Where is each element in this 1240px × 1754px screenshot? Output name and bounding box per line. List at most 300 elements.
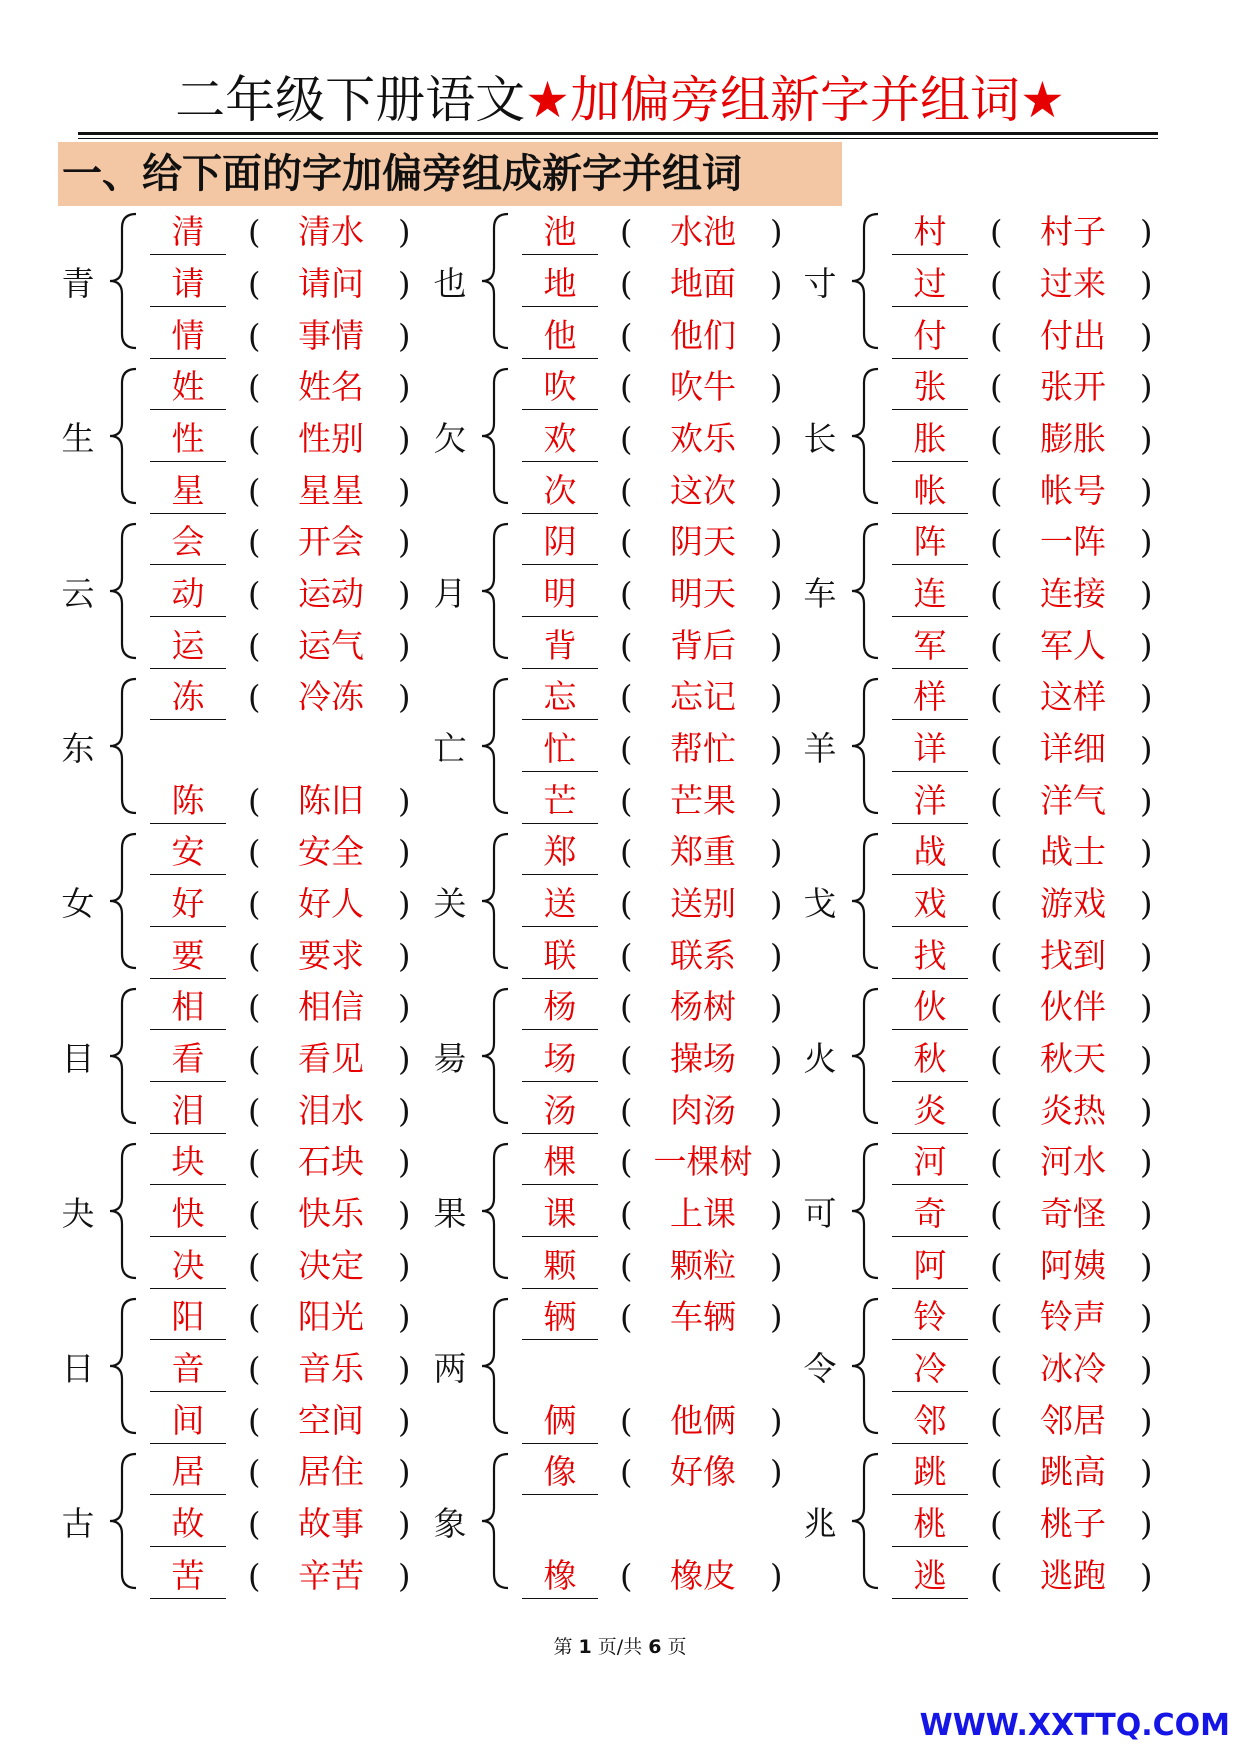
answer-row	[892, 985, 1192, 1037]
char-group	[58, 1136, 418, 1291]
right-paren: )	[770, 1143, 783, 1181]
left-paren: (	[620, 1298, 633, 1336]
char-group	[430, 516, 790, 671]
left-paren: (	[620, 1092, 633, 1130]
new-character: 橡	[522, 1554, 598, 1599]
char-group	[58, 826, 418, 981]
root-character: 生	[61, 419, 95, 458]
word: 好像	[670, 1452, 736, 1491]
title-red: ★加偏旁组新字并组词★	[525, 71, 1065, 129]
answer-row	[150, 314, 450, 366]
brace-icon	[104, 1446, 144, 1596]
root-character: 日	[61, 1349, 95, 1388]
word: 冷冻	[298, 677, 364, 716]
answer-row	[150, 1192, 450, 1244]
word: 付出	[1040, 316, 1106, 355]
right-paren: )	[1140, 575, 1153, 613]
right-paren: )	[398, 782, 411, 820]
document-title	[0, 70, 1240, 130]
char-group	[800, 361, 1160, 516]
answer-row	[892, 624, 1192, 676]
new-character: 桃	[892, 1502, 968, 1547]
left-paren: (	[248, 1557, 261, 1595]
new-character: 辆	[522, 1295, 598, 1340]
new-character: 冷	[892, 1347, 968, 1392]
left-paren: (	[620, 213, 633, 251]
root-character: 也	[433, 264, 467, 303]
word: 肉汤	[670, 1091, 736, 1130]
char-group	[58, 516, 418, 671]
left-paren: (	[990, 1040, 1003, 1078]
root-character: 云	[61, 574, 95, 613]
right-paren: )	[398, 1040, 411, 1078]
answer-row	[522, 1192, 822, 1244]
right-paren: )	[398, 1143, 411, 1181]
char-group	[430, 1446, 790, 1601]
word: 好人	[298, 884, 364, 923]
left-paren: (	[990, 678, 1003, 716]
right-paren: )	[1140, 523, 1153, 561]
right-paren: )	[398, 523, 411, 561]
brace-icon	[104, 671, 144, 821]
left-paren: (	[620, 988, 633, 1026]
right-paren: )	[398, 213, 411, 251]
right-paren: )	[770, 730, 783, 768]
root-character: 象	[433, 1504, 467, 1543]
word: 芒果	[670, 781, 736, 820]
new-character: 伙	[892, 985, 968, 1030]
new-character: 次	[522, 469, 598, 514]
right-paren: )	[398, 627, 411, 665]
word: 星星	[298, 471, 364, 510]
answer-row	[150, 934, 450, 986]
right-paren: )	[770, 782, 783, 820]
left-paren: (	[248, 1040, 261, 1078]
word: 这次	[670, 471, 736, 510]
char-group	[430, 1136, 790, 1291]
answer-row	[150, 1295, 450, 1347]
right-paren: )	[398, 368, 411, 406]
new-character: 看	[150, 1037, 226, 1082]
brace-icon	[846, 361, 886, 511]
word: 奇怪	[1040, 1194, 1106, 1233]
word: 音乐	[298, 1349, 364, 1388]
left-paren: (	[990, 1557, 1003, 1595]
left-paren: (	[248, 213, 261, 251]
word: 这样	[1040, 677, 1106, 716]
page-footer	[0, 1632, 1240, 1659]
footer-page: 1	[578, 1636, 592, 1658]
right-paren: )	[1140, 213, 1153, 251]
right-paren: )	[398, 885, 411, 923]
new-character: 间	[150, 1399, 226, 1444]
new-character: 池	[522, 210, 598, 255]
char-group	[800, 826, 1160, 981]
word: 故事	[298, 1504, 364, 1543]
right-paren: )	[1140, 1453, 1153, 1491]
answer-row	[150, 1140, 450, 1192]
word: 杨树	[670, 987, 736, 1026]
right-paren: )	[1140, 1092, 1153, 1130]
answer-row	[522, 882, 822, 934]
root-character: 东	[61, 729, 95, 768]
new-character: 冻	[150, 675, 226, 720]
new-character: 阿	[892, 1244, 968, 1289]
word: 洋气	[1040, 781, 1106, 820]
left-paren: (	[620, 885, 633, 923]
left-paren: (	[248, 782, 261, 820]
left-paren: (	[990, 368, 1003, 406]
word: 膨胀	[1040, 419, 1106, 458]
word: 跳高	[1040, 1452, 1106, 1491]
new-character: 阵	[892, 520, 968, 565]
new-character: 陈	[150, 779, 226, 824]
word: 秋天	[1040, 1039, 1106, 1078]
answer-row	[522, 1089, 822, 1141]
answer-row	[892, 1450, 1192, 1502]
root-character: 月	[433, 574, 467, 613]
word: 水池	[670, 212, 736, 251]
word: 吹牛	[670, 367, 736, 406]
left-paren: (	[990, 1453, 1003, 1491]
watermark: WWW.XXTTQ.COM	[919, 1708, 1230, 1743]
new-character: 好	[150, 882, 226, 927]
new-character: 战	[892, 830, 968, 875]
new-character: 村	[892, 210, 968, 255]
word: 张开	[1040, 367, 1106, 406]
right-paren: )	[1140, 678, 1153, 716]
right-paren: )	[1140, 1350, 1153, 1388]
root-character: 可	[803, 1194, 837, 1233]
char-group	[58, 1291, 418, 1446]
word: 运动	[298, 574, 364, 613]
root-character: 古	[61, 1504, 95, 1543]
answer-row	[892, 1037, 1192, 1089]
left-paren: (	[990, 627, 1003, 665]
brace-icon	[846, 826, 886, 976]
new-character: 姓	[150, 365, 226, 410]
root-character: 青	[61, 264, 95, 303]
right-paren: )	[1140, 368, 1153, 406]
brace-icon	[846, 671, 886, 821]
root-character: 欠	[433, 419, 467, 458]
left-paren: (	[990, 833, 1003, 871]
left-paren: (	[990, 1402, 1003, 1440]
left-paren: (	[248, 1350, 261, 1388]
answer-row	[522, 469, 822, 521]
left-paren: (	[620, 1040, 633, 1078]
char-group	[800, 206, 1160, 361]
left-paren: (	[620, 730, 633, 768]
answer-row	[150, 417, 450, 469]
word: 帮忙	[670, 729, 736, 768]
char-group	[430, 826, 790, 981]
left-paren: (	[990, 782, 1003, 820]
new-character: 连	[892, 572, 968, 617]
new-character: 情	[150, 314, 226, 359]
answer-row	[892, 882, 1192, 934]
right-paren: )	[770, 1092, 783, 1130]
brace-icon	[104, 1291, 144, 1441]
word: 一棵树	[653, 1142, 753, 1181]
left-paren: (	[620, 575, 633, 613]
new-character: 地	[522, 262, 598, 307]
left-paren: (	[620, 1402, 633, 1440]
brace-icon	[846, 1291, 886, 1441]
answer-row	[522, 314, 822, 366]
right-paren: )	[398, 988, 411, 1026]
new-character: 样	[892, 675, 968, 720]
left-paren: (	[990, 1350, 1003, 1388]
left-paren: (	[990, 1195, 1003, 1233]
left-paren: (	[248, 1195, 261, 1233]
word: 帐号	[1040, 471, 1106, 510]
new-character: 星	[150, 469, 226, 514]
answer-row	[522, 1140, 822, 1192]
answer-row	[150, 624, 450, 676]
new-character: 张	[892, 365, 968, 410]
new-character: 清	[150, 210, 226, 255]
word: 决定	[298, 1246, 364, 1285]
answer-row	[892, 1347, 1192, 1399]
new-character: 快	[150, 1192, 226, 1237]
word: 事情	[298, 316, 364, 355]
word: 运气	[298, 626, 364, 665]
right-paren: )	[770, 368, 783, 406]
char-group	[800, 1446, 1160, 1601]
answer-row	[522, 1399, 822, 1451]
answer-row	[892, 1089, 1192, 1141]
word: 看见	[298, 1039, 364, 1078]
right-paren: )	[1140, 730, 1153, 768]
answer-row	[892, 830, 1192, 882]
char-group	[58, 981, 418, 1136]
word: 逃跑	[1040, 1556, 1106, 1595]
word: 空间	[298, 1401, 364, 1440]
char-group	[58, 1446, 418, 1601]
left-paren: (	[620, 627, 633, 665]
left-paren: (	[620, 937, 633, 975]
right-paren: )	[1140, 1402, 1153, 1440]
left-paren: (	[620, 368, 633, 406]
brace-icon	[104, 1136, 144, 1286]
char-group	[800, 516, 1160, 671]
answer-row	[522, 1554, 822, 1606]
brace-icon	[476, 516, 516, 666]
word: 铃声	[1040, 1297, 1106, 1336]
left-paren: (	[620, 1557, 633, 1595]
new-character: 场	[522, 1037, 598, 1082]
answer-row	[892, 572, 1192, 624]
word: 河水	[1040, 1142, 1106, 1181]
word: 姓名	[298, 367, 364, 406]
left-paren: (	[248, 575, 261, 613]
root-character: 亡	[433, 729, 467, 768]
answer-row	[150, 1037, 450, 1089]
brace-icon	[476, 1136, 516, 1286]
answer-row	[892, 1295, 1192, 1347]
right-paren: )	[770, 1298, 783, 1336]
left-paren: (	[248, 265, 261, 303]
char-group	[430, 361, 790, 516]
answer-row	[150, 520, 450, 572]
left-paren: (	[248, 937, 261, 975]
word: 邻居	[1040, 1401, 1106, 1440]
right-paren: )	[1140, 833, 1153, 871]
new-character: 河	[892, 1140, 968, 1185]
new-character: 胀	[892, 417, 968, 462]
left-paren: (	[620, 523, 633, 561]
right-paren: )	[1140, 1040, 1153, 1078]
word: 安全	[298, 832, 364, 871]
word: 详细	[1040, 729, 1106, 768]
answer-row	[150, 1347, 450, 1399]
word: 炎热	[1040, 1091, 1106, 1130]
right-paren: )	[1140, 937, 1153, 975]
left-paren: (	[248, 885, 261, 923]
root-character: 昜	[433, 1039, 467, 1078]
title-black: 二年级下册语文	[175, 71, 526, 129]
new-character: 送	[522, 882, 598, 927]
answer-row	[892, 1399, 1192, 1451]
answer-row	[522, 727, 822, 779]
left-paren: (	[990, 937, 1003, 975]
footer-total: 6	[648, 1636, 662, 1658]
right-paren: )	[1140, 1247, 1153, 1285]
answer-row	[522, 365, 822, 417]
brace-icon	[476, 671, 516, 821]
right-paren: )	[398, 678, 411, 716]
new-character: 运	[150, 624, 226, 669]
right-paren: )	[1140, 1195, 1153, 1233]
new-character: 块	[150, 1140, 226, 1185]
right-paren: )	[1140, 265, 1153, 303]
word: 桃子	[1040, 1504, 1106, 1543]
word: 居住	[298, 1452, 364, 1491]
char-group	[800, 1291, 1160, 1446]
new-character: 故	[150, 1502, 226, 1547]
word: 开会	[298, 522, 364, 561]
answer-row	[892, 1244, 1192, 1296]
word: 性别	[298, 419, 364, 458]
root-character: 戈	[803, 884, 837, 923]
char-group	[58, 206, 418, 361]
answer-row	[892, 210, 1192, 262]
right-paren: )	[398, 472, 411, 510]
new-character: 明	[522, 572, 598, 617]
word: 联系	[670, 936, 736, 975]
word: 颗粒	[670, 1246, 736, 1285]
answer-row	[150, 1450, 450, 1502]
answer-row	[892, 1140, 1192, 1192]
left-paren: (	[248, 523, 261, 561]
new-character: 忙	[522, 727, 598, 772]
right-paren: )	[770, 1453, 783, 1491]
new-character: 他	[522, 314, 598, 359]
left-paren: (	[248, 1453, 261, 1491]
new-character: 颗	[522, 1244, 598, 1289]
word: 地面	[670, 264, 736, 303]
right-paren: )	[770, 833, 783, 871]
left-paren: (	[990, 420, 1003, 458]
answer-row	[892, 314, 1192, 366]
root-character: 兆	[803, 1504, 837, 1543]
word: 他俩	[670, 1401, 736, 1440]
word: 操场	[670, 1039, 736, 1078]
right-paren: )	[1140, 472, 1153, 510]
left-paren: (	[620, 420, 633, 458]
char-group	[800, 1136, 1160, 1291]
right-paren: )	[770, 420, 783, 458]
right-paren: )	[1140, 1557, 1153, 1595]
word: 阿姨	[1040, 1246, 1106, 1285]
new-character: 会	[150, 520, 226, 565]
word: 请问	[298, 264, 364, 303]
new-character: 阴	[522, 520, 598, 565]
new-character: 泪	[150, 1089, 226, 1134]
new-character: 汤	[522, 1089, 598, 1134]
answer-row	[522, 624, 822, 676]
new-character: 居	[150, 1450, 226, 1495]
footer-mid: 页/共	[597, 1636, 643, 1658]
root-character: 目	[61, 1039, 95, 1078]
new-character: 音	[150, 1347, 226, 1392]
right-paren: )	[1140, 782, 1153, 820]
new-character: 郑	[522, 830, 598, 875]
left-paren: (	[990, 472, 1003, 510]
word: 一阵	[1040, 522, 1106, 561]
char-group	[800, 671, 1160, 826]
new-character: 课	[522, 1192, 598, 1237]
right-paren: )	[398, 1247, 411, 1285]
word: 军人	[1040, 626, 1106, 665]
right-paren: )	[770, 213, 783, 251]
left-paren: (	[620, 782, 633, 820]
left-paren: (	[620, 1247, 633, 1285]
answer-row	[522, 934, 822, 986]
right-paren: )	[770, 575, 783, 613]
left-paren: (	[990, 730, 1003, 768]
section-heading: 一、给下面的字加偏旁组成新字并组词	[58, 142, 842, 206]
new-character: 要	[150, 934, 226, 979]
answer-row	[522, 1450, 822, 1502]
new-character: 忘	[522, 675, 598, 720]
new-character: 过	[892, 262, 968, 307]
left-paren: (	[248, 1402, 261, 1440]
char-group	[58, 361, 418, 516]
brace-icon	[104, 981, 144, 1131]
new-character: 动	[150, 572, 226, 617]
brace-icon	[104, 516, 144, 666]
new-character: 洋	[892, 779, 968, 824]
brace-icon	[476, 826, 516, 976]
answer-row	[892, 727, 1192, 779]
new-character: 炎	[892, 1089, 968, 1134]
new-character: 安	[150, 830, 226, 875]
right-paren: )	[398, 1092, 411, 1130]
right-paren: )	[398, 1453, 411, 1491]
answer-row	[522, 1244, 822, 1296]
root-character: 两	[433, 1349, 467, 1388]
left-paren: (	[248, 1505, 261, 1543]
left-paren: (	[620, 1195, 633, 1233]
answer-row	[892, 365, 1192, 417]
left-paren: (	[248, 472, 261, 510]
left-paren: (	[248, 317, 261, 355]
char-group	[58, 671, 418, 826]
word: 清水	[298, 212, 364, 251]
right-paren: )	[770, 265, 783, 303]
